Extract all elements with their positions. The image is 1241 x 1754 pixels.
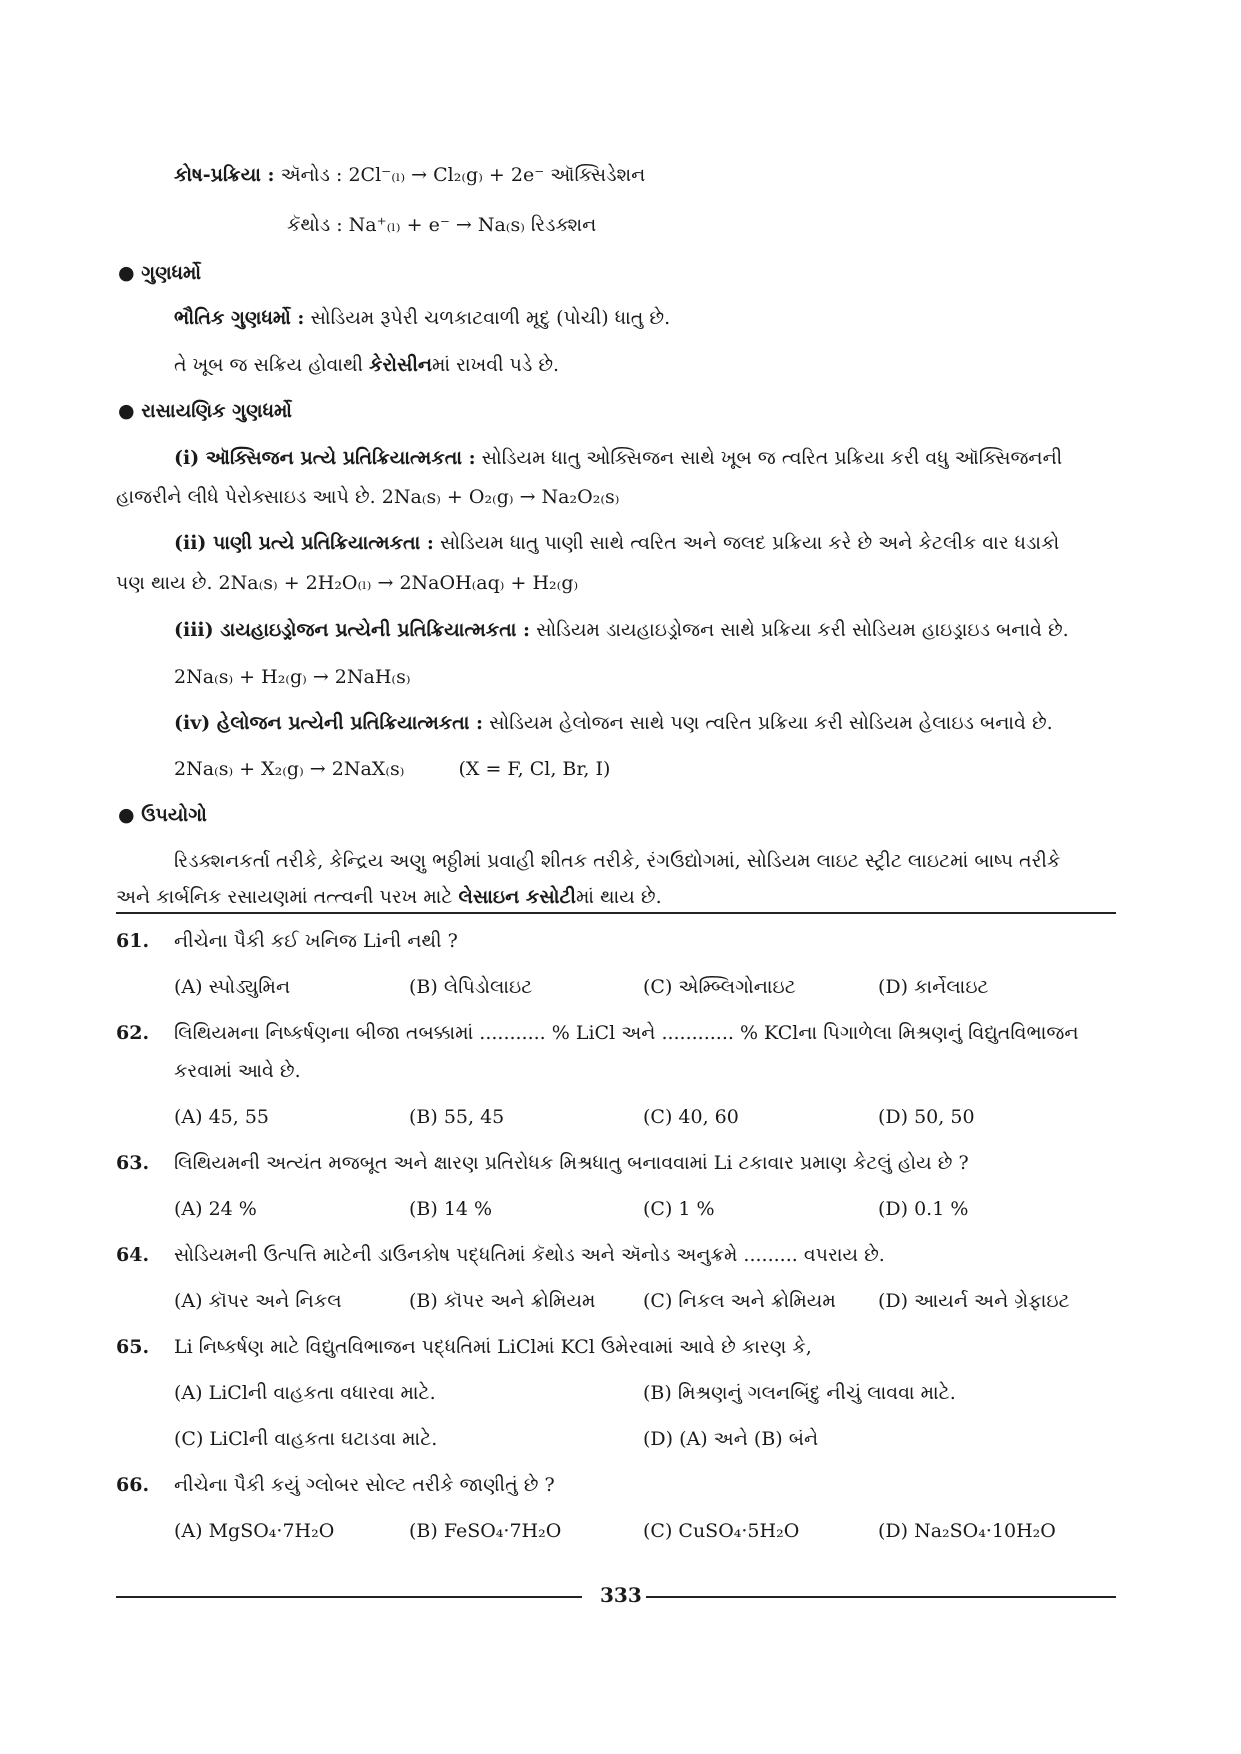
q65-option-d[interactable]: (D) (A) અને (B) બંને	[643, 1428, 819, 1450]
question-62-text2: કરવામાં આવે છે.	[174, 1060, 301, 1082]
question-62-number: 62.	[116, 1022, 150, 1044]
question-61-number: 61.	[116, 930, 150, 952]
q64-option-a[interactable]: (A) કૉપર અને નિકલ	[174, 1290, 342, 1312]
q63-option-c[interactable]: (C) 1 %	[643, 1198, 715, 1220]
q65-option-a[interactable]: (A) LiClની વાહકતા વધારવા માટે.	[174, 1382, 436, 1404]
q66-option-b[interactable]: (B) FeSO₄·7H₂O	[409, 1520, 562, 1542]
q66-option-d[interactable]: (D) Na₂SO₄·10H₂O	[878, 1520, 1056, 1542]
physical-properties-text: સોડિયમ રૂપેરી ચળકાટવાળી મૃદુ (પોચી) ધાતુ છે.	[310, 307, 671, 329]
chem-ii-line2: પણ થાય છે. 2Na₍s₎ + 2H₂O₍ₗ₎ → 2NaOH₍aq₎ + H₂₍g₎	[116, 572, 579, 594]
q64-option-c[interactable]: (C) નિકલ અને ક્રોમિયમ	[643, 1290, 836, 1312]
q62-option-a[interactable]: (A) 45, 55	[174, 1106, 270, 1128]
properties-heading: ● ગુણધર્મો	[118, 262, 202, 284]
chem-ii-text1: સોડિયમ ધાતુ પાણી સાથે ત્વરિત અને જલદ પ્રક્રિયા કરે છે અને કેટલીક વાર ધડાકો	[439, 532, 1060, 554]
cathode-reaction: કૅથોડ : Na⁺₍ₗ₎ + e⁻ → Na₍s₎ રિડક્શન	[287, 214, 597, 236]
kerosene-pre: તે ખૂબ જ સક્રિય હોવાથી	[174, 354, 370, 376]
question-66-number: 66.	[116, 1474, 150, 1496]
chem-iv-equation: 2Na₍s₎ + X₂₍g₎ → 2NaX₍s₎	[174, 758, 405, 780]
uses-line2-post: માં થાય છે.	[575, 886, 662, 908]
uses-line2-bold: લેસાઇન કસોટી	[458, 886, 576, 908]
chem-iv-equation-line	[174, 756, 610, 782]
q62-option-c[interactable]: (C) 40, 60	[643, 1106, 739, 1128]
uses-line1: રિડક્શનકર્તા તરીકે, કેન્દ્રિય અણુ ભઠ્ઠીમાં પ્રવાહી શીતક તરીકે, રંગઉદ્યોગમાં, સોડિયમ લાઇટ સ્ટ્રીટ લાઇટમાં બાષ્પ તરીકે	[174, 850, 1061, 872]
q64-option-b[interactable]: (B) કૉપર અને ક્રોમિયમ	[409, 1290, 596, 1312]
kerosene-line	[174, 352, 559, 378]
chem-i-text1: સોડિયમ ધાતુ ઓક્સિજન સાથે ખૂબ જ ત્વરિત પ્રક્રિયા કરી વધુ ઑક્સિજનની	[481, 447, 1063, 469]
q62-option-d[interactable]: (D) 50, 50	[878, 1106, 975, 1128]
q64-option-d[interactable]: (D) આયર્ન અને ગ્રેફાઇટ	[878, 1290, 1070, 1312]
cell-reaction-anode-line	[174, 162, 645, 188]
question-61-text: નીચેના પૈકી કઈ ખનિજ Liની નથી ?	[174, 930, 458, 952]
chemical-heading: ● રાસાયણિક ગુણધર્મો	[118, 400, 292, 422]
question-65-number: 65.	[116, 1336, 150, 1358]
uses-line2	[116, 884, 662, 910]
question-63-number: 63.	[116, 1152, 150, 1174]
chem-iv-text1: સોડિયમ હેલોજન સાથે પણ ત્વરિત પ્રક્રિયા કરી સોડિયમ હેલાઇડ બનાવે છે.	[489, 712, 1053, 734]
chem-iii-text1: સોડિયમ ડાયહાઇડ્રોજન સાથે પ્રક્રિયા કરી સોડિયમ હાઇડ્રાઇડ બનાવે છે.	[536, 619, 1069, 641]
footer-rule-right	[646, 1596, 1116, 1598]
section-divider	[116, 912, 1116, 914]
q61-option-c[interactable]: (C) એમ્બ્લિગોનાઇટ	[643, 976, 796, 998]
q65-option-c[interactable]: (C) LiClની વાહકતા ઘટાડવા માટે.	[174, 1428, 438, 1450]
chem-i-line1	[174, 445, 1062, 471]
question-62-text: લિથિયમના નિષ્કર્ષણના બીજા તબક્કામાં ........... % LiCl અને ............ % KClના પિગાળેલા મિશ્રણનું વિદ્યુતવિભાજન	[174, 1022, 1079, 1044]
uses-heading: ● ઉપયોગો	[118, 804, 207, 826]
chem-iii-label: (iii) ડાયહાઇડ્રોજન પ્રત્યેની પ્રતિક્રિયાત્મકતા :	[174, 619, 531, 641]
chem-i-label: (i) ઑક્સિજન પ્રત્યે પ્રતિક્રિયાત્મકતા :	[174, 447, 476, 469]
question-65-text: Li નિષ્કર્ષણ માટે વિદ્યુતવિભાજન પદ્ધતિમાં LiClમાં KCl ઉમેરવામાં આવે છે કારણ કે,	[174, 1336, 812, 1358]
chem-i-line2: હાજરીને લીધે પેરોક્સાઇડ આપે છે. 2Na₍s₎ + O₂₍g₎ → Na₂O₂₍s₎	[116, 486, 620, 508]
question-63-text: લિથિયમની અત્યંત મજબૂત અને ક્ષારણ પ્રતિરોધક મિશ્રધાતુ બનાવવામાં Li ટકાવાર પ્રમાણ કેટલું હોય છે ?	[174, 1152, 969, 1174]
footer-rule-left	[116, 1596, 582, 1598]
q63-option-a[interactable]: (A) 24 %	[174, 1198, 257, 1220]
q65-option-b[interactable]: (B) મિશ્રણનું ગલનબિંદુ નીચું લાવવા માટે.	[643, 1382, 956, 1404]
q61-option-a[interactable]: (A) સ્પોડ્યુમિન	[174, 976, 291, 998]
q61-option-d[interactable]: (D) કાર્નેલાઇટ	[878, 976, 989, 998]
chem-iii-line1	[174, 617, 1069, 643]
kerosene-post: માં રાખવી પડે છે.	[432, 354, 560, 376]
anode-reaction: ઍનોડ : 2Cl⁻₍ₗ₎ → Cl₂₍g₎ + 2e⁻ ઑક્સિડેશન	[280, 164, 646, 186]
q63-option-b[interactable]: (B) 14 %	[409, 1198, 493, 1220]
uses-line2-pre: અને કાર્બનિક રસાયણમાં તત્ત્વની પરખ માટે	[116, 886, 459, 908]
chem-ii-line1	[174, 530, 1059, 556]
cell-reaction-label: કોષ-પ્રક્રિયા :	[174, 164, 275, 186]
physical-properties-label: ભૌતિક ગુણધર્મો :	[174, 307, 305, 329]
chem-iv-note: (X = F, Cl, Br, I)	[458, 758, 611, 780]
q61-option-b[interactable]: (B) લેપિડોલાઇટ	[409, 976, 533, 998]
page-number: 333	[600, 1583, 642, 1607]
chem-ii-label: (ii) પાણી પ્રત્યે પ્રતિક્રિયાત્મકતા :	[174, 532, 434, 554]
q62-option-b[interactable]: (B) 55, 45	[409, 1106, 505, 1128]
q66-option-a[interactable]: (A) MgSO₄·7H₂O	[174, 1520, 335, 1542]
question-64-text: સોડિયમની ઉત્પત્તિ માટેની ડાઉનકોષ પદ્ધતિમાં કૅથોડ અને ઍનોડ અનુક્રમે ......... વપરાય છે.	[174, 1244, 885, 1266]
kerosene-bold: કેરોસીન	[369, 354, 433, 376]
q66-option-c[interactable]: (C) CuSO₄·5H₂O	[643, 1520, 800, 1542]
question-66-text: નીચેના પૈકી કયું ગ્લોબર સોલ્ટ તરીકે જાણીતું છે ?	[174, 1474, 555, 1496]
question-64-number: 64.	[116, 1244, 150, 1266]
chem-iv-line1	[174, 710, 1053, 736]
chem-iv-label: (iv) હેલોજન પ્રત્યેની પ્રતિક્રિયાત્મકતા :	[174, 712, 484, 734]
physical-properties-line	[174, 305, 670, 331]
q63-option-d[interactable]: (D) 0.1 %	[878, 1198, 969, 1220]
chem-iii-equation: 2Na₍s₎ + H₂₍g₎ → 2NaH₍s₎	[174, 666, 411, 688]
